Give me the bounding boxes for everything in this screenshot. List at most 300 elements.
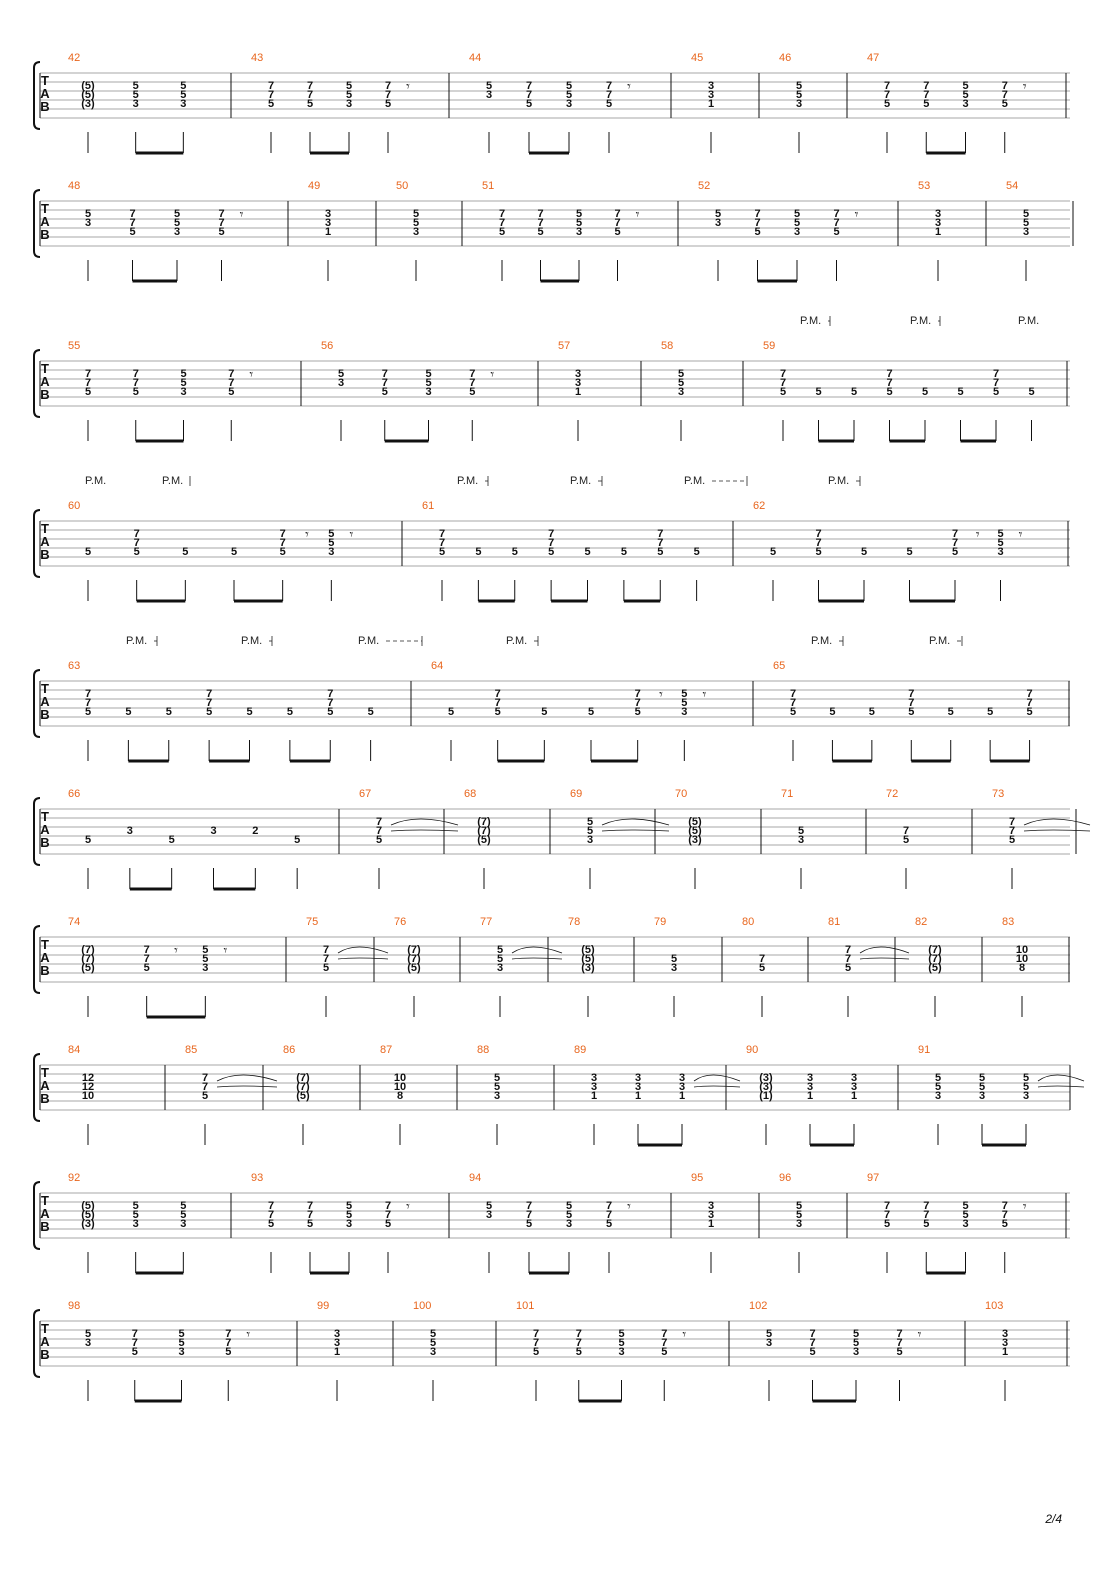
measure-number: 103 — [985, 1300, 1004, 1312]
fret-number: 5 — [168, 834, 175, 846]
fret-number: 5 — [1022, 208, 1030, 220]
eighth-rest: 𝄾 — [246, 1327, 251, 1343]
measure — [763, 340, 1067, 441]
fret-number: 7 — [923, 1209, 930, 1221]
fret-number: 5 — [475, 546, 482, 558]
fret-number: 7 — [833, 217, 840, 229]
fret-number: 3 — [412, 226, 420, 238]
fret-number: 5 — [793, 217, 801, 229]
measure — [570, 788, 669, 889]
tab-system — [34, 1044, 1084, 1145]
measure — [781, 788, 866, 889]
tab-system — [34, 916, 1070, 1017]
fret-number: 5 — [84, 546, 92, 558]
fret-number: 3 — [678, 1072, 686, 1084]
fret-number: 5 — [795, 1200, 803, 1212]
fret-number: 1 — [1001, 1346, 1009, 1358]
fret-number: (7) — [928, 944, 942, 956]
tie-arc — [217, 1075, 277, 1081]
tab-system — [34, 1172, 1070, 1273]
tab-clef-letter: T — [41, 201, 49, 216]
fret-number: 3 — [978, 1090, 986, 1102]
fret-number: 5 — [618, 1337, 625, 1349]
fret-number: 5 — [769, 546, 777, 558]
tab-clef-letter: B — [40, 547, 50, 562]
fret-number: 5 — [306, 98, 314, 110]
measure-number: 43 — [251, 52, 264, 64]
measure-number: 99 — [317, 1300, 330, 1312]
fret-number: 3 — [634, 1081, 642, 1093]
fret-number: 3 — [337, 377, 345, 389]
fret-number: 7 — [1026, 688, 1033, 700]
fret-number: 5 — [565, 1209, 573, 1221]
fret-number: 7 — [143, 944, 150, 956]
measure-number: 100 — [413, 1300, 432, 1312]
fret-number: 7 — [322, 953, 330, 965]
tab-clef-letter: B — [40, 1091, 50, 1106]
fret-number: 3 — [132, 98, 139, 110]
fret-number: 5 — [809, 1346, 816, 1358]
fret-number: 7 — [923, 1200, 930, 1212]
measure-number: 51 — [482, 180, 495, 192]
tab-clef-letter: A — [40, 1206, 50, 1221]
measure-number: 83 — [1002, 916, 1015, 928]
measure-number: 81 — [828, 916, 841, 928]
fret-number: 3 — [1001, 1337, 1009, 1349]
fret-number: 5 — [202, 953, 209, 965]
fret-number: 5 — [815, 546, 822, 558]
measure — [251, 1172, 449, 1273]
fret-number: 7 — [438, 528, 446, 540]
fret-number: 3 — [178, 1346, 185, 1358]
fret-number: 3 — [429, 1346, 437, 1358]
fret-number: 5 — [1001, 1218, 1008, 1230]
fret-number: 7 — [267, 89, 275, 101]
measure-number: 53 — [918, 180, 931, 192]
tab-clef-letter: T — [41, 73, 49, 88]
fret-number: 5 — [525, 1218, 533, 1230]
fret-number: 3 — [565, 1218, 573, 1230]
fret-number: 7 — [605, 1200, 613, 1212]
fret-number: 5 — [525, 98, 533, 110]
fret-number: 5 — [765, 1328, 773, 1340]
fret-number: 3 — [586, 834, 594, 846]
fret-number: 5 — [605, 98, 613, 110]
fret-number: 3 — [425, 386, 432, 398]
fret-number: 5 — [537, 226, 544, 238]
measure-number: 52 — [698, 180, 711, 192]
fret-number: 3 — [84, 1337, 92, 1349]
fret-number: 5 — [180, 1200, 187, 1212]
fret-number: 5 — [173, 217, 181, 229]
fret-number: 7 — [815, 528, 822, 540]
fret-number: 1 — [934, 226, 942, 238]
fret-number: 5 — [586, 816, 594, 828]
fret-number: (5) — [581, 953, 595, 965]
fret-number: 7 — [494, 697, 501, 709]
fret-number: (7) — [407, 944, 421, 956]
tab-clef-letter: T — [41, 361, 49, 376]
fret-number: 7 — [84, 377, 92, 389]
tab-clef-letter: B — [40, 963, 50, 978]
fret-number: 7 — [605, 1209, 613, 1221]
fret-number: 7 — [758, 953, 766, 965]
fret-number: 7 — [384, 89, 392, 101]
palm-mute-marker: P.M. — [358, 635, 380, 647]
fret-number: 7 — [201, 1072, 209, 1084]
measure — [68, 500, 402, 601]
fret-number: 5 — [951, 546, 959, 558]
eighth-rest: 𝄾 — [627, 79, 631, 95]
system-bracket — [34, 350, 40, 417]
fret-number: 3 — [590, 1081, 598, 1093]
fret-number: 5 — [962, 1209, 969, 1221]
system-bracket — [34, 798, 40, 865]
fret-number: 5 — [758, 962, 766, 974]
tab-system — [34, 635, 1070, 761]
fret-number: 7 — [129, 208, 136, 220]
tab-clef-letter: B — [40, 227, 50, 242]
fret-number: 1 — [707, 98, 715, 110]
measure — [321, 340, 538, 441]
measure — [68, 180, 288, 281]
fret-number: 7 — [1008, 816, 1016, 828]
fret-number: 1 — [324, 226, 332, 238]
measure-number: 54 — [1006, 180, 1019, 192]
fret-number: 7 — [548, 537, 555, 549]
fret-number: 5 — [412, 208, 420, 220]
fret-number: 7 — [575, 1337, 582, 1349]
fret-number: 3 — [934, 208, 942, 220]
system-bracket — [34, 1182, 40, 1249]
measure — [742, 916, 808, 1017]
fret-number: 5 — [143, 962, 150, 974]
measure-number: 98 — [68, 1300, 81, 1312]
fret-number: 7 — [908, 697, 915, 709]
fret-number: 5 — [498, 226, 506, 238]
fret-number: 7 — [883, 80, 891, 92]
fret-number: 5 — [180, 89, 187, 101]
fret-number: 7 — [789, 697, 797, 709]
measure-number: 91 — [918, 1044, 931, 1056]
fret-number: (5) — [688, 825, 702, 837]
fret-number: 5 — [565, 80, 573, 92]
measure-number: 90 — [746, 1044, 759, 1056]
fret-number: 5 — [327, 706, 334, 718]
measure-number: 57 — [558, 340, 571, 352]
fret-number: 5 — [425, 377, 432, 389]
measure-number: 87 — [380, 1044, 393, 1056]
measure — [574, 1044, 740, 1145]
tie-arc — [391, 819, 458, 825]
measure — [749, 1300, 965, 1401]
fret-number: 3 — [333, 1337, 341, 1349]
measure — [413, 1300, 496, 1401]
tie-arc — [860, 947, 909, 953]
palm-mute-marker: P.M. — [85, 475, 107, 487]
measure-number: 82 — [915, 916, 928, 928]
fret-number: 3 — [173, 226, 181, 238]
measure — [558, 340, 641, 441]
fret-number: 5 — [412, 217, 420, 229]
fret-number: 7 — [896, 1337, 903, 1349]
fret-number: 7 — [279, 537, 286, 549]
fret-number: 3 — [345, 98, 353, 110]
fret-number: 5 — [267, 98, 275, 110]
fret-number: 7 — [815, 537, 822, 549]
tab-system — [34, 1300, 1070, 1401]
tie-arc — [694, 1086, 740, 1087]
fret-number: 3 — [575, 226, 583, 238]
measure — [675, 788, 761, 889]
fret-number: 5 — [493, 1072, 501, 1084]
fret-number: 5 — [230, 546, 238, 558]
fret-number: 5 — [677, 377, 685, 389]
tab-clef-letter: T — [41, 1321, 49, 1336]
tab-clef-letter: A — [40, 694, 50, 709]
fret-number: (3) — [81, 1218, 95, 1230]
fret-number: 1 — [590, 1090, 598, 1102]
tab-system — [34, 315, 1070, 441]
fret-number: 10 — [1015, 944, 1029, 956]
fret-number: 5 — [438, 546, 446, 558]
fret-number: 5 — [84, 386, 92, 398]
measure — [746, 1044, 898, 1145]
fret-number: 5 — [815, 386, 822, 398]
fret-number: 7 — [883, 1200, 891, 1212]
fret-number: (7) — [81, 944, 95, 956]
fret-number: 7 — [844, 953, 852, 965]
fret-number: 5 — [657, 546, 664, 558]
fret-number: (3) — [581, 962, 595, 974]
fret-number: 5 — [789, 706, 797, 718]
measure-number: 66 — [68, 788, 81, 800]
fret-number: 5 — [584, 546, 591, 558]
fret-number: 5 — [1022, 1081, 1030, 1093]
measure-number: 68 — [464, 788, 477, 800]
fret-number: 7 — [1026, 697, 1033, 709]
fret-number: 5 — [511, 546, 518, 558]
fret-number: 5 — [165, 706, 172, 718]
fret-number: 5 — [429, 1337, 437, 1349]
fret-number: 3 — [126, 825, 133, 837]
fret-number: 3 — [997, 546, 1004, 558]
fret-number: 5 — [868, 706, 875, 718]
fret-number: (1) — [759, 1090, 773, 1102]
fret-number: 5 — [485, 80, 493, 92]
measure-number: 58 — [661, 340, 674, 352]
fret-number: 5 — [218, 226, 225, 238]
fret-number: 7 — [131, 1337, 138, 1349]
fret-number: (5) — [81, 80, 95, 92]
measure-number: 92 — [68, 1172, 81, 1184]
fret-number: 10 — [1015, 953, 1029, 965]
fret-number: 5 — [381, 386, 388, 398]
measure-number: 74 — [68, 916, 81, 928]
fret-number: (7) — [477, 816, 491, 828]
fret-number: 5 — [883, 1218, 891, 1230]
fret-number: 5 — [829, 706, 836, 718]
measure — [691, 1172, 759, 1273]
fret-number: 5 — [132, 1200, 139, 1212]
fret-number: 3 — [1022, 226, 1030, 238]
fret-number: 7 — [809, 1337, 816, 1349]
fret-number: 5 — [670, 953, 678, 965]
fret-number: 3 — [1022, 1090, 1030, 1102]
fret-number: 7 — [438, 537, 446, 549]
fret-number: 5 — [833, 226, 840, 238]
fret-number: 5 — [883, 98, 891, 110]
fret-number: 7 — [992, 368, 1000, 380]
measure — [568, 916, 634, 1017]
fret-number: 7 — [132, 377, 139, 389]
fret-number: 1 — [678, 1090, 686, 1102]
system-bracket — [34, 510, 40, 577]
measure-number: 55 — [68, 340, 81, 352]
tie-arc — [602, 819, 669, 825]
fret-number: 5 — [345, 1209, 353, 1221]
fret-number: 7 — [306, 80, 314, 92]
fret-number: 5 — [693, 546, 700, 558]
measure-number: 95 — [691, 1172, 704, 1184]
measure — [918, 180, 986, 281]
eighth-rest: 𝄾 — [917, 1327, 922, 1343]
fret-number: 7 — [883, 1209, 891, 1221]
fret-number: 3 — [210, 825, 217, 837]
fret-number: 5 — [795, 89, 803, 101]
fret-number: 5 — [844, 962, 852, 974]
fret-number: 3 — [707, 80, 715, 92]
fret-number: 5 — [575, 1346, 582, 1358]
fret-number: 5 — [132, 386, 139, 398]
measure-number: 49 — [308, 180, 321, 192]
fret-number: (5) — [477, 834, 491, 846]
fret-number: 3 — [496, 962, 504, 974]
measure-number: 78 — [568, 916, 581, 928]
fret-number: 5 — [132, 80, 139, 92]
palm-mute-marker: P.M. — [684, 475, 706, 487]
fret-number: 5 — [681, 697, 688, 709]
fret-number: 7 — [306, 1200, 314, 1212]
fret-number: 7 — [133, 537, 140, 549]
eighth-rest: 𝄾 — [406, 1199, 410, 1215]
measure — [422, 500, 733, 601]
fret-number: 7 — [279, 528, 286, 540]
eighth-rest: 𝄾 — [223, 943, 228, 959]
measure — [886, 788, 972, 889]
tie-arc — [1038, 1086, 1084, 1087]
fret-number: 3 — [962, 1218, 969, 1230]
fret-number: (5) — [688, 816, 702, 828]
measure-number: 44 — [469, 52, 482, 64]
fret-number: 5 — [614, 226, 621, 238]
fret-number: 5 — [225, 1346, 232, 1358]
measure — [68, 788, 339, 889]
measure — [773, 660, 1069, 761]
fret-number: 5 — [677, 368, 685, 380]
tab-clef-letter: A — [40, 214, 50, 229]
measure-number: 73 — [992, 788, 1005, 800]
fret-number: 5 — [306, 1218, 314, 1230]
fret-number: 10 — [393, 1072, 407, 1084]
measure — [394, 916, 460, 1017]
measure-number: 67 — [359, 788, 372, 800]
fret-number: 7 — [548, 528, 555, 540]
fret-number: 7 — [375, 825, 383, 837]
measure — [306, 916, 388, 1017]
measure — [396, 180, 462, 281]
measure-number: 65 — [773, 660, 786, 672]
fret-number: (7) — [928, 953, 942, 965]
measure-number: 93 — [251, 1172, 264, 1184]
measure-number: 94 — [469, 1172, 482, 1184]
fret-number: 3 — [852, 1346, 860, 1358]
fret-number: 5 — [132, 1209, 139, 1221]
fret-number: 7 — [131, 1328, 138, 1340]
fret-number: 7 — [886, 368, 893, 380]
fret-number: 3 — [574, 377, 582, 389]
fret-number: 7 — [1001, 89, 1008, 101]
tab-clef-letter: B — [40, 1219, 50, 1234]
fret-number: (3) — [688, 834, 702, 846]
fret-number: 5 — [548, 546, 555, 558]
fret-number: 7 — [381, 368, 388, 380]
measure-number: 69 — [570, 788, 583, 800]
fret-number: 3 — [493, 1090, 501, 1102]
fret-number: (5) — [81, 89, 95, 101]
palm-mute-marker: P.M. — [241, 635, 263, 647]
fret-number: 5 — [852, 1328, 860, 1340]
fret-number: (5) — [407, 962, 421, 974]
tab-clef-letter: A — [40, 1078, 50, 1093]
measure-number: 61 — [422, 500, 435, 512]
fret-number: (7) — [296, 1072, 310, 1084]
fret-number: (5) — [928, 962, 942, 974]
eighth-rest: 𝄾 — [702, 687, 707, 703]
fret-number: 5 — [328, 528, 335, 540]
fret-number: 5 — [754, 226, 761, 238]
fret-number: 7 — [532, 1337, 540, 1349]
measure-number: 48 — [68, 180, 81, 192]
fret-number: 5 — [997, 537, 1004, 549]
measure — [661, 340, 743, 441]
fret-number: 5 — [201, 1090, 209, 1102]
fret-number: 7 — [206, 697, 213, 709]
measure — [68, 340, 301, 441]
measure — [185, 1044, 277, 1145]
fret-number: 7 — [306, 89, 314, 101]
tie-arc — [338, 958, 388, 959]
fret-number: 5 — [367, 706, 374, 718]
fret-number: 7 — [908, 688, 915, 700]
measure — [283, 1044, 360, 1145]
fret-number: 7 — [886, 377, 893, 389]
measure-number: 80 — [742, 916, 755, 928]
system-bracket — [34, 1310, 40, 1377]
fret-number: 7 — [844, 944, 852, 956]
system-bracket — [34, 926, 40, 993]
tie-arc — [512, 958, 562, 959]
fret-number: 2 — [252, 825, 259, 837]
fret-number: 3 — [618, 1346, 625, 1358]
measure — [68, 1300, 297, 1401]
fret-number: 3 — [324, 208, 332, 220]
fret-number: 5 — [850, 386, 858, 398]
eighth-rest: 𝄾 — [239, 207, 244, 223]
fret-number: 5 — [1001, 98, 1008, 110]
fret-number: 3 — [485, 89, 493, 101]
fret-number: 3 — [345, 1218, 353, 1230]
